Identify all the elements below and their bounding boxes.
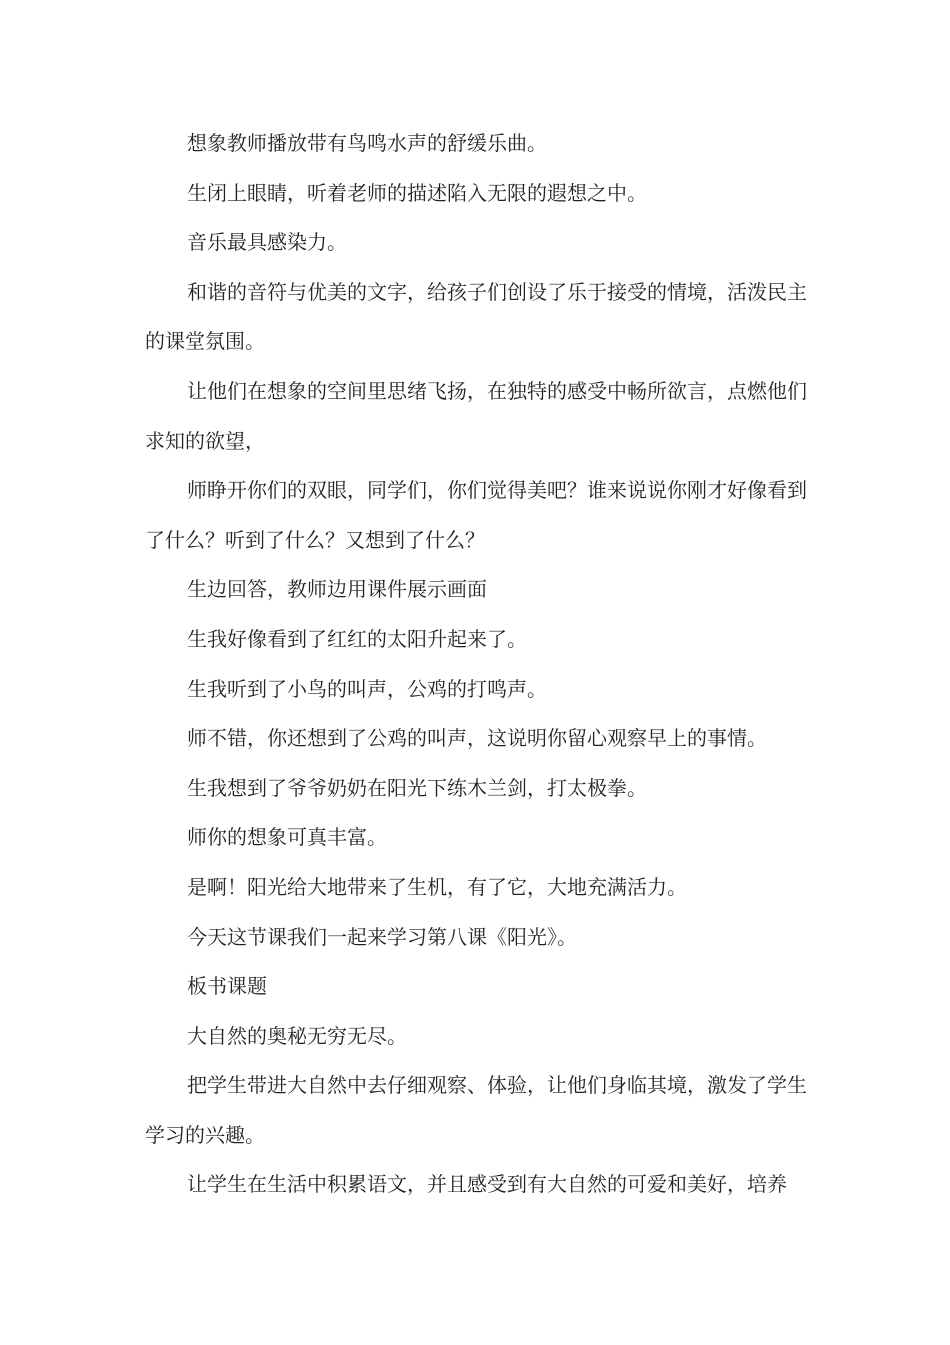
paragraph: 让学生在生活中积累语文，并且感受到有大自然的可爱和美好，培养 xyxy=(187,1172,787,1197)
paragraph: 今天这节课我们一起来学习第八课《阳光》。 xyxy=(187,924,577,949)
paragraph: 音乐最具感染力。 xyxy=(187,230,347,255)
paragraph: 生我听到了小鸟的叫声，公鸡的打鸣声。 xyxy=(187,676,547,701)
paragraph: 师你的想象可真丰富。 xyxy=(187,825,387,850)
paragraph: 把学生带进大自然中去仔细观察、体验，让他们身临其境，激发了学生学习的兴趣。 xyxy=(145,1073,807,1147)
paragraph: 生闭上眼睛，听着老师的描述陷入无限的遐想之中。 xyxy=(187,180,647,205)
paragraph: 想象教师播放带有鸟鸣水声的舒缓乐曲。 xyxy=(187,131,547,155)
paragraph: 生边回答，教师边用课件展示画面 xyxy=(187,577,487,602)
paragraph: 让他们在想象的空间里思绪飞扬，在独特的感受中畅所欲言，点燃他们求知的欲望， xyxy=(145,378,807,453)
paragraph: 是啊！阳光给大地带来了生机，有了它，大地充满活力。 xyxy=(187,874,687,899)
paragraph: 生我好像看到了红红的太阳升起来了。 xyxy=(187,626,527,651)
paragraph: 板书课题 xyxy=(187,974,267,999)
paragraph: 生我想到了爷爷奶奶在阳光下练木兰剑，打太极拳。 xyxy=(187,775,647,800)
paragraph: 师不错，你还想到了公鸡的叫声，这说明你留心观察早上的事情。 xyxy=(187,726,767,751)
document-body xyxy=(145,119,807,1210)
paragraph: 大自然的奥秘无穷无尽。 xyxy=(187,1023,407,1048)
paragraph: 师睁开你们的双眼，同学们，你们觉得美吧？谁来说说你刚才好像看到了什么？听到了什么？又想到了什么？ xyxy=(145,478,807,552)
paragraph: 和谐的音符与优美的文字，给孩子们创设了乐于接受的情境，活泼民主的课堂氛围。 xyxy=(145,279,807,354)
